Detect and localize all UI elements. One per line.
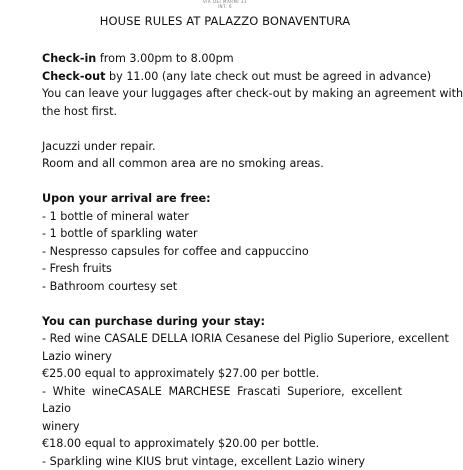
header-address-line: VIA DEI MARMI 33 — [0, 0, 450, 4]
jacuzzi-notice: Jacuzzi under repair. — [42, 138, 402, 156]
checkin-text: from 3.00pm to 8.00pm — [96, 52, 233, 65]
red-wine-line-2: Lazio winery — [42, 348, 402, 366]
header-unit-line: INT. 6 — [0, 4, 450, 9]
arrival-item: - Nespresso capsules for coffee and cappuccino — [42, 243, 402, 261]
spacer — [42, 295, 402, 313]
red-wine-line-1: - Red wine CASALE DELLA IORIA Cesanese del Piglio Superiore, excellent — [42, 330, 402, 348]
checkout-text: by 11.00 (any late check out must be agreed in advance) — [105, 70, 431, 83]
white-wine-line-2: winery — [42, 418, 402, 436]
checkout-label: Check-out — [42, 70, 105, 83]
luggage-line-1: You can leave your luggages after check-out by making an agreement with — [42, 85, 402, 103]
red-wine-price: €25.00 equal to approximately $27.00 per bottle. — [42, 365, 402, 383]
spacer — [42, 173, 402, 191]
checkin-label: Check-in — [42, 52, 96, 65]
white-wine-price: €18.00 equal to approximately $20.00 per bottle. — [42, 435, 402, 453]
arrival-item: - Fresh fruits — [42, 260, 402, 278]
checkin-line — [42, 50, 402, 68]
spacer — [42, 120, 402, 138]
arrival-item: - Bathroom courtesy set — [42, 278, 402, 296]
purchase-heading: You can purchase during your stay: — [42, 313, 402, 331]
rules-body — [42, 50, 402, 470]
arrival-item: - 1 bottle of sparkling water — [42, 225, 402, 243]
arrival-heading: Upon your arrival are free: — [42, 190, 402, 208]
sparkling-wine-line-1: - Sparkling wine KIUS brut vintage, excellent Lazio winery — [42, 453, 402, 470]
smoking-notice: Room and all common area are no smoking areas. — [42, 155, 402, 173]
page-title: HOUSE RULES AT PALAZZO BONAVENTURA — [0, 14, 450, 28]
white-wine-line-1: - White wineCASALE MARCHESE Frascati Superiore, excellent Lazio — [42, 383, 402, 418]
luggage-line-2: the host first. — [42, 103, 402, 121]
checkout-line — [42, 68, 402, 86]
arrival-item: - 1 bottle of mineral water — [42, 208, 402, 226]
